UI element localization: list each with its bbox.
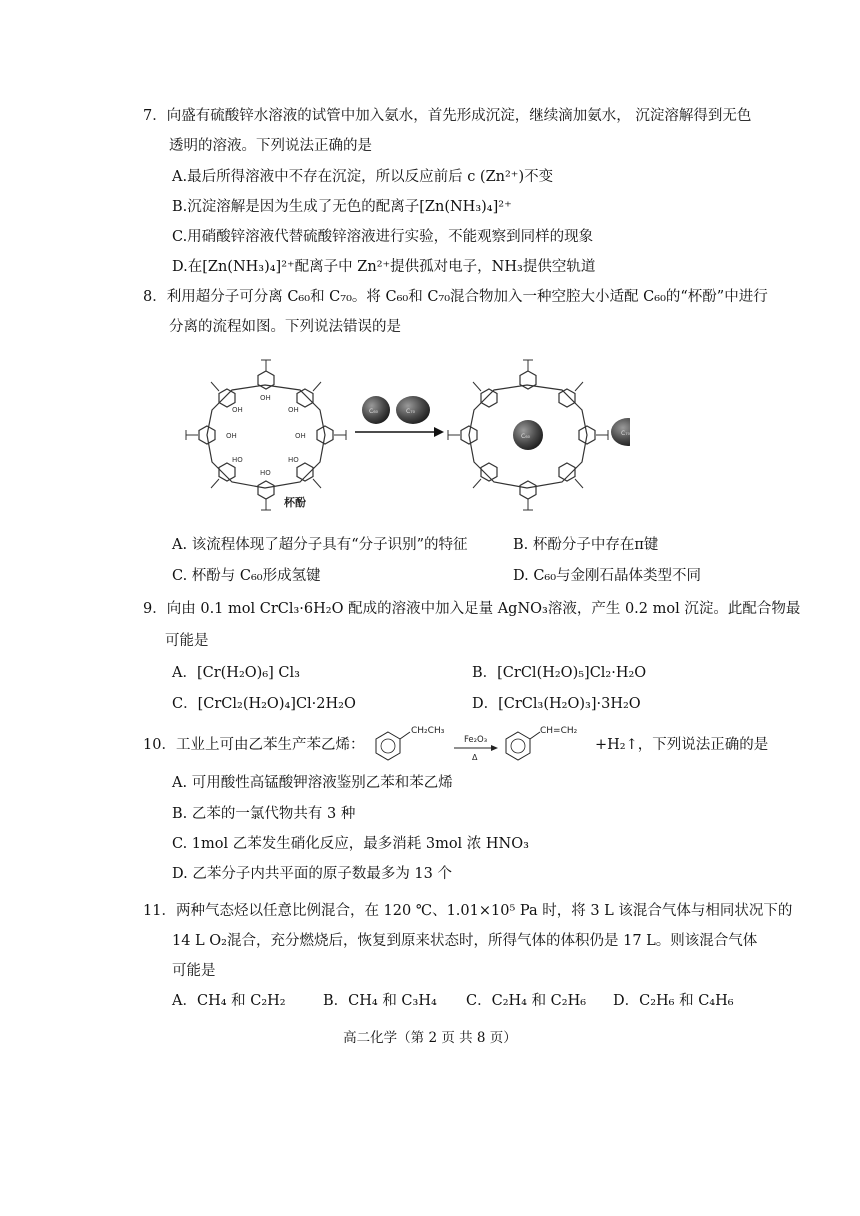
option-c: C. 杯酚与 C₆₀形成氢键 xyxy=(172,568,321,584)
c70-ball-reactant xyxy=(396,396,430,424)
option-d: D．C₂H₆ 和 C₄H₆ xyxy=(613,993,734,1009)
question-number: 11． xyxy=(143,903,176,919)
catalyst-label: Fe₂O₃ xyxy=(464,735,488,745)
option-b: B．[CrCl(H₂O)₅]Cl₂·H₂O xyxy=(472,665,647,681)
question-stem-after: +H₂↑，下列说法正确的是 xyxy=(595,737,769,753)
oh-label: OH xyxy=(295,432,306,440)
oh-label: HO xyxy=(260,469,271,477)
option-b: B.沉淀溶解是因为生成了无色的配离子[Zn(NH₃)₄]²⁺ xyxy=(172,199,512,215)
option-c: C．[CrCl₂(H₂O)₄]Cl·2H₂O xyxy=(172,696,356,712)
option-b: B. 杯酚分子中存在π键 xyxy=(513,537,659,553)
option-b: B．CH₄ 和 C₃H₄ xyxy=(323,993,437,1009)
question-stem: 向盛有硫酸锌水溶液的试管中加入氨水，首先形成沉淀，继续滴加氨水， 沉淀溶解得到无色 xyxy=(166,108,752,124)
reaction-arrow xyxy=(355,427,444,437)
calixarene-left xyxy=(186,360,346,510)
question-stem: 利用超分子可分离 C₆₀和 C₇₀。将 C₆₀和 C₇₀混合物加入一种空腔大小适配 C₆₀的“杯酚”中进行 xyxy=(166,289,768,305)
benzene-ring-reactant xyxy=(376,732,410,760)
question-stem-cont: 可能是 xyxy=(165,633,209,649)
calixarene-label: 杯酚 xyxy=(284,496,306,509)
c60-ball-reactant xyxy=(362,396,390,424)
question-number: 7． xyxy=(143,108,167,124)
svg-text:C₇₀: C₇₀ xyxy=(621,430,630,437)
question-stem-cont: 透明的溶液。下列说法正确的是 xyxy=(169,138,372,154)
oh-label: OH xyxy=(260,394,271,402)
oh-label: OH xyxy=(288,406,299,414)
ethyl-group: CH₂CH₃ xyxy=(411,726,445,736)
question-stem-cont: 14 L O₂混合，充分燃烧后，恢复到原来状态时，所得气体的体积仍是 17 L。则该混合气体 xyxy=(172,933,758,949)
oh-label: HO xyxy=(232,456,243,464)
option-a: A. 该流程体现了超分子具有“分子识别”的特征 xyxy=(172,537,468,553)
option-a: A．CH₄ 和 C₂H₂ xyxy=(172,993,286,1009)
svg-text:C₆₀: C₆₀ xyxy=(369,408,378,415)
option-c: C.用硝酸锌溶液代替硫酸锌溶液进行实验，不能观察到同样的现象 xyxy=(172,229,594,245)
option-d: D.在[Zn(NH₃)₄]²⁺配离子中 Zn²⁺提供孤对电子，NH₃提供空轨道 xyxy=(172,259,596,275)
option-c: C. 1mol 乙苯发生硝化反应，最多消耗 3mol 浓 HNO₃ xyxy=(172,836,529,852)
oh-label: OH xyxy=(226,432,237,440)
option-b: B. 乙苯的一氯代物共有 3 种 xyxy=(172,806,356,822)
vinyl-group: CH=CH₂ xyxy=(540,726,578,736)
question-number: 9． xyxy=(143,601,167,617)
option-c: C．C₂H₄ 和 C₂H₆ xyxy=(466,993,587,1009)
c60-ball-encapsulated xyxy=(513,420,543,450)
question-stem-cont: 可能是 xyxy=(172,963,216,979)
question-number: 8． xyxy=(143,289,167,305)
question-stem: 向由 0.1 mol CrCl₃·6H₂O 配成的溶液中加入足量 AgNO₃溶液，产生 0.2 mol 沉淀。此配合物最 xyxy=(166,601,801,617)
option-d: D．[CrCl₃(H₂O)₃]·3H₂O xyxy=(472,696,641,712)
question-number: 10． xyxy=(143,737,176,753)
option-a: A．[Cr(H₂O)₆] Cl₃ xyxy=(172,665,300,681)
page-footer: 高二化学（第 2 页 共 8 页） xyxy=(343,1030,517,1046)
heat-label: Δ xyxy=(472,753,478,762)
calixarene-right xyxy=(448,360,608,510)
oh-label: OH xyxy=(232,406,243,414)
question-stem-cont: 分离的流程如图。下列说法错误的是 xyxy=(169,319,401,335)
c70-ball-product xyxy=(611,418,630,446)
calixarene-separation-figure xyxy=(180,350,630,520)
svg-text:C₇₀: C₇₀ xyxy=(406,408,415,415)
oh-label: HO xyxy=(288,456,299,464)
option-a: A. 可用酸性高锰酸钾溶液鉴别乙苯和苯乙烯 xyxy=(172,775,453,791)
option-d: D. 乙苯分子内共平面的原子数最多为 13 个 xyxy=(172,866,452,882)
option-a: A.最后所得溶液中不存在沉淀，所以反应前后 c (Zn²⁺)不变 xyxy=(172,169,554,185)
svg-text:C₆₀: C₆₀ xyxy=(521,433,530,440)
benzene-ring-product xyxy=(506,732,540,760)
question-stem: 两种气态烃以任意比例混合，在 120 ℃、1.01×10⁵ Pa 时，将 3 L 该混合气体与相同状况下的 xyxy=(175,903,793,919)
reaction-equation xyxy=(368,720,593,768)
question-stem: 工业上可由乙苯生产苯乙烯： xyxy=(175,737,365,753)
option-d: D. C₆₀与金刚石晶体类型不同 xyxy=(513,568,702,584)
